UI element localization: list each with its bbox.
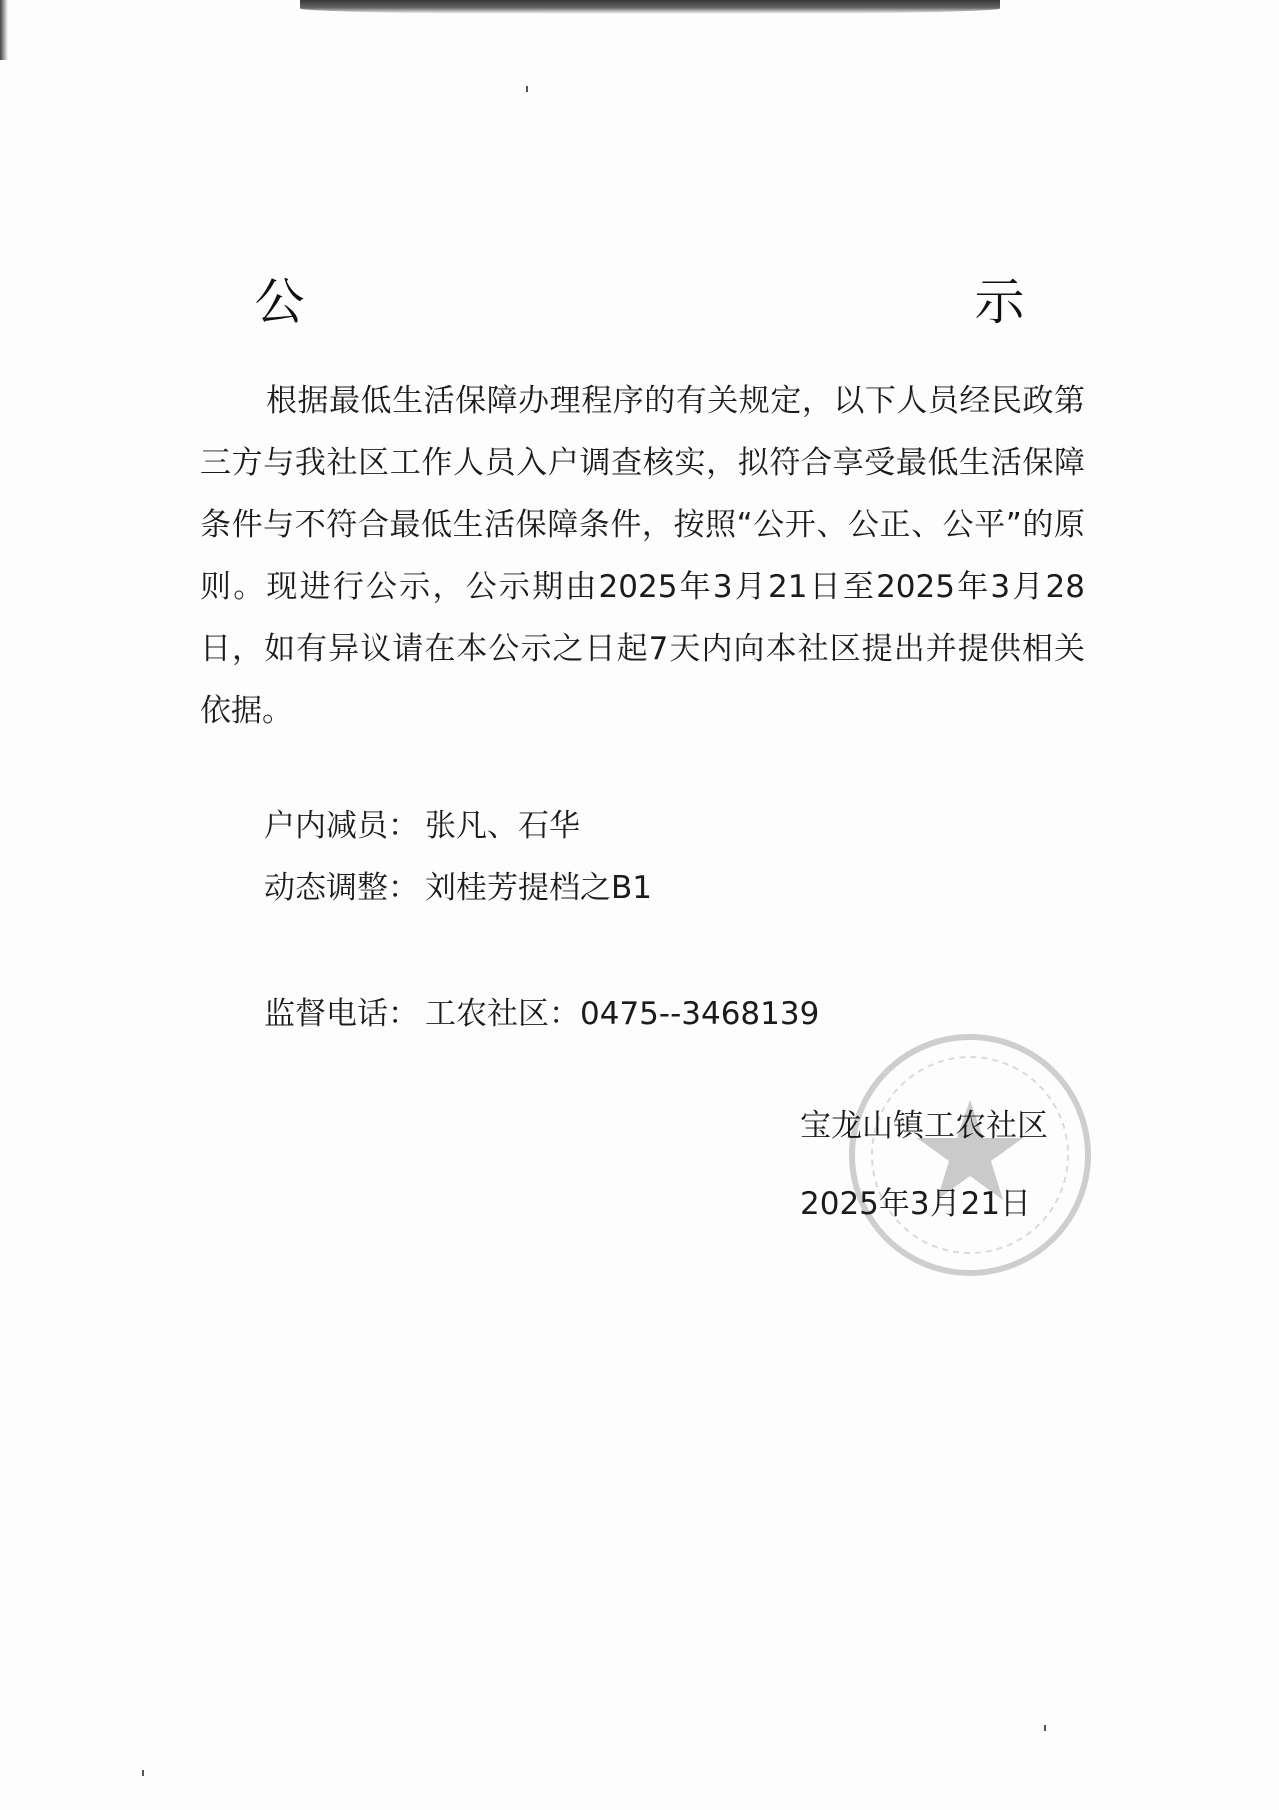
adjust-value: 刘桂芳提档之B1 xyxy=(425,870,652,906)
issuing-organization: 宝龙山镇工农社区 xyxy=(800,1108,1048,1144)
phone-line xyxy=(264,988,819,1033)
adjust-line xyxy=(264,862,652,907)
reduction-value: 张凡、石华 xyxy=(425,808,580,844)
official-seal-icon xyxy=(845,1030,1095,1280)
reduction-label: 户内减员： xyxy=(264,808,419,844)
scan-speck xyxy=(142,1770,144,1776)
phone-value: 工农社区：0475--3468139 xyxy=(425,996,820,1032)
scan-speck xyxy=(1044,1725,1046,1731)
notice-title: 公 示 xyxy=(254,273,1215,331)
notice-body: 根据最低生活保障办理程序的有关规定，以下人员经民政第三方与我社区工作人员入户调查核实，拟符合享受最低生活保障条件与不符合最低生活保障条件，按照“公开、公正、公平”的原则。现进行公示，公示期由2025年3月21日至2025年3月28日，如有异议请在本公示之日起7天内向本社区提出并提供相关依据。 xyxy=(200,383,1085,729)
scan-edge-left xyxy=(0,0,8,60)
issue-date: 2025年3月21日 xyxy=(800,1186,1032,1222)
reduction-line xyxy=(264,800,580,845)
scan-speck xyxy=(526,86,528,92)
scan-edge-top xyxy=(300,0,1000,14)
adjust-label: 动态调整： xyxy=(264,870,419,906)
phone-label: 监督电话： xyxy=(264,996,419,1032)
